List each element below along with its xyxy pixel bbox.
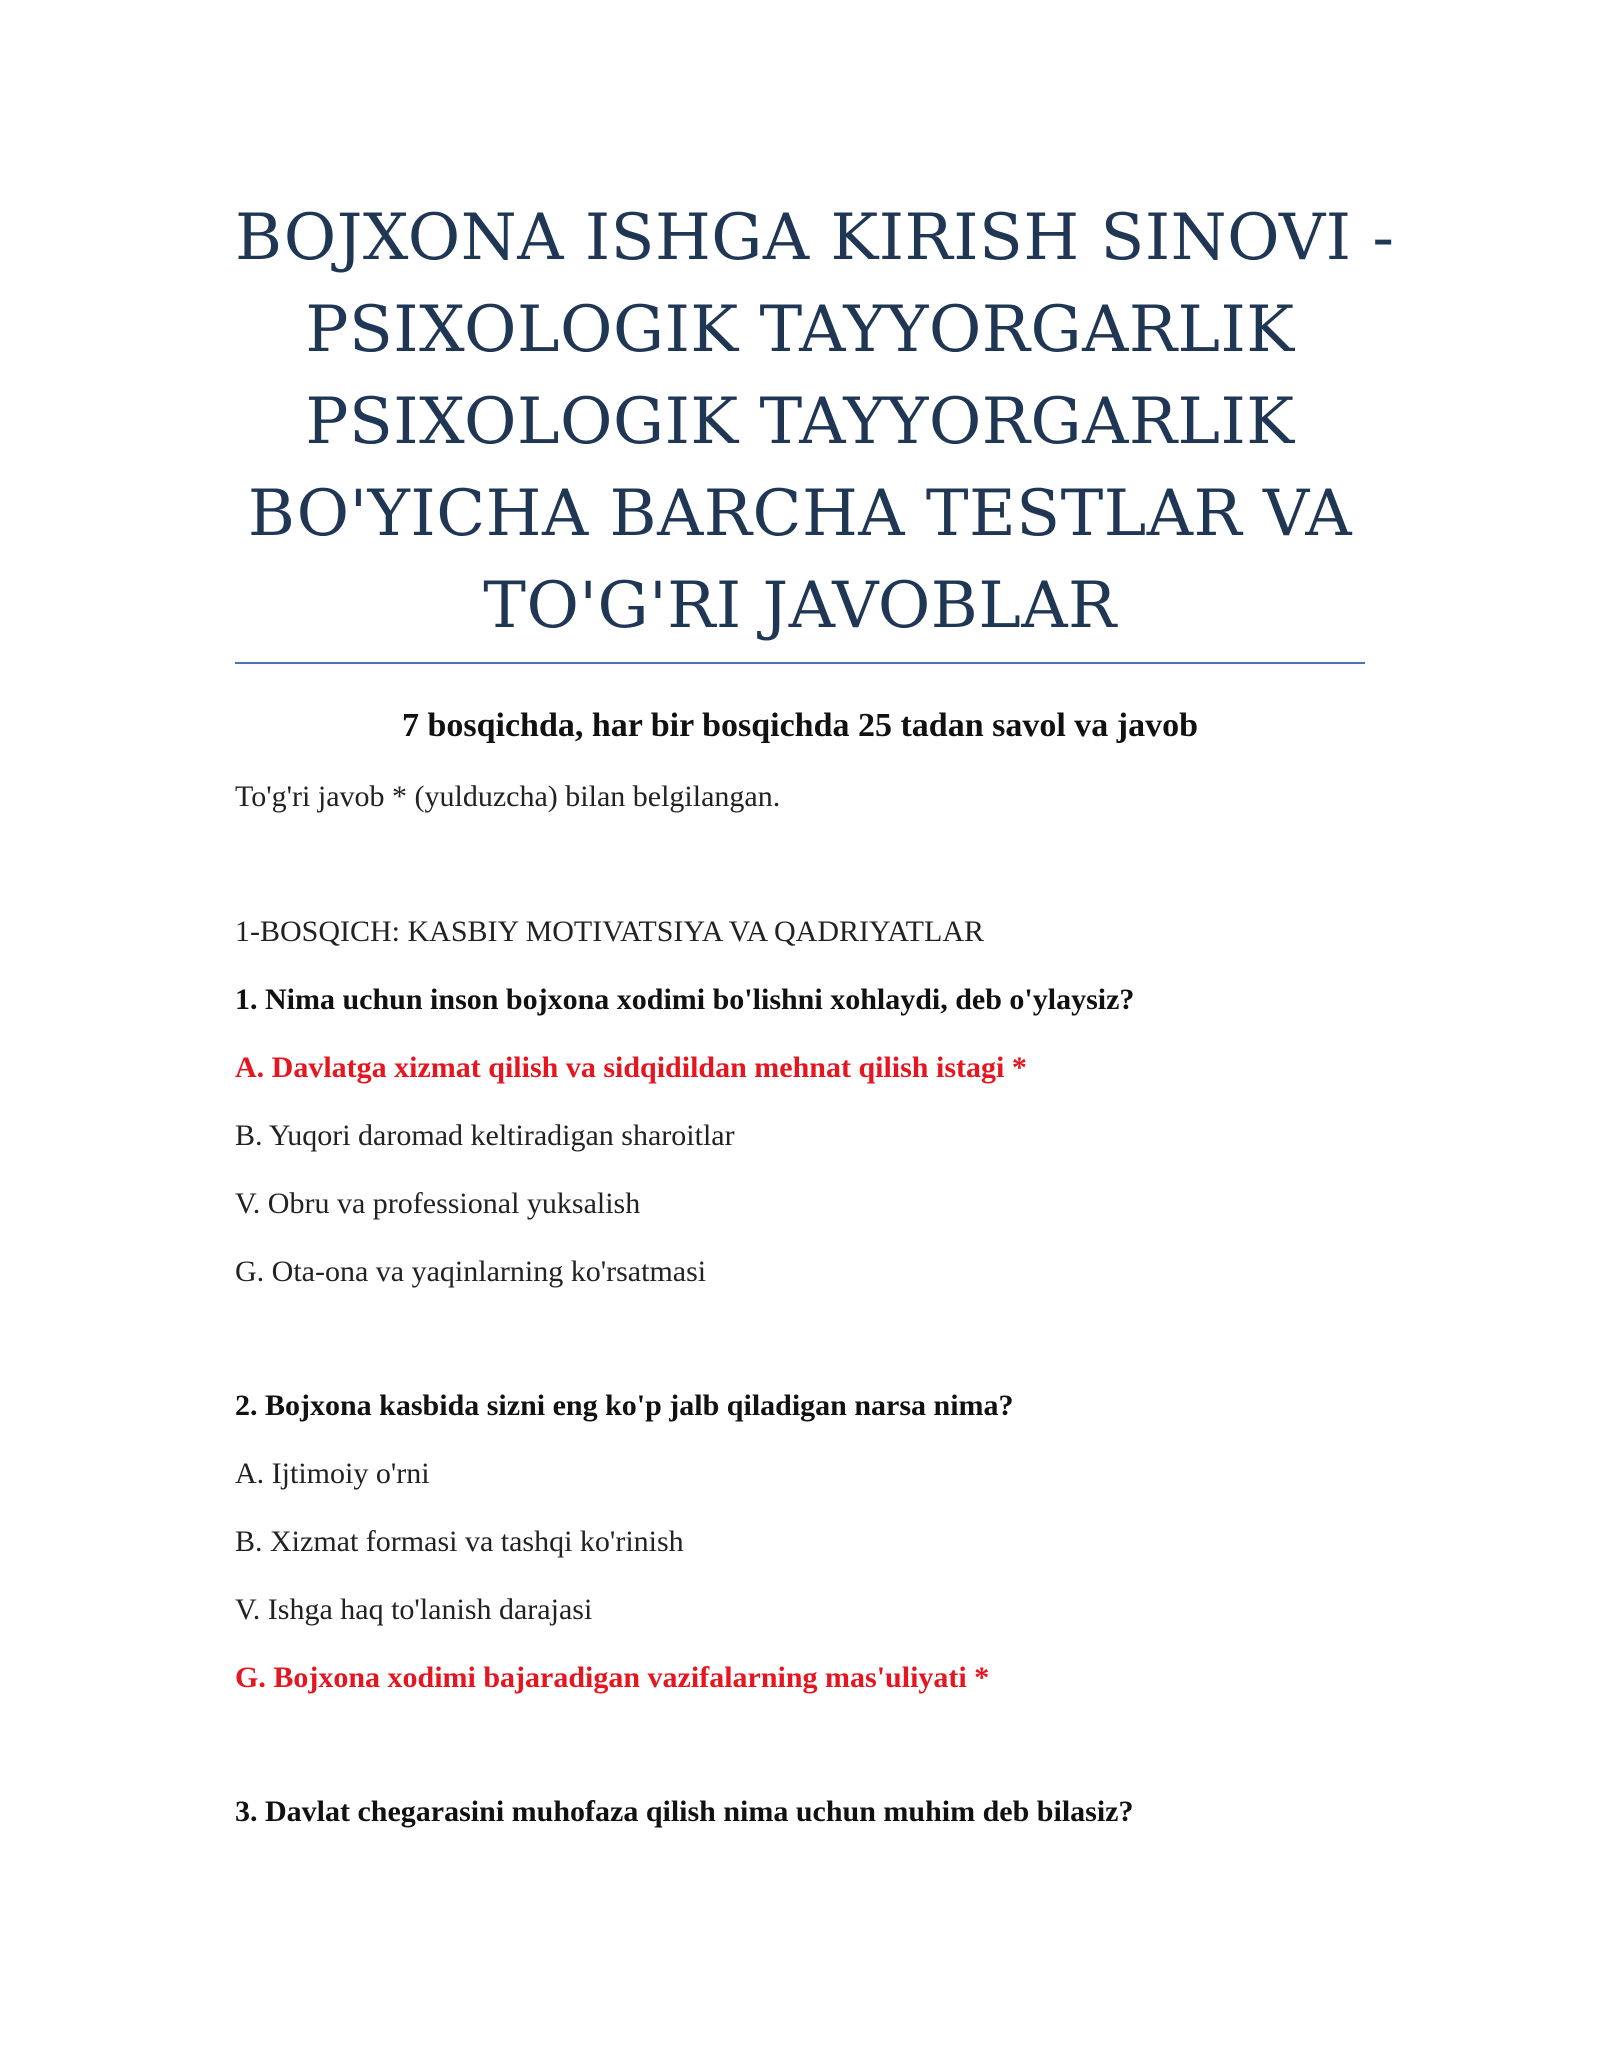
section-heading: 1-BOSQICH: KASBIY MOTIVATSIYA VA QADRIYATLAR <box>235 915 984 948</box>
document-title <box>235 192 1395 652</box>
question-1: 1. Nima uchun inson bojxona xodimi bo'lishni xohlaydi, deb o'ylaysiz? <box>235 983 1135 1016</box>
question-2-option-v: V. Ishga haq to'lanish darajasi <box>235 1593 593 1626</box>
question-1-option-a: A. Davlatga xizmat qilish va sidqidildan mehnat qilish istagi * <box>235 1051 1027 1084</box>
question-1-option-g: G. Ota-ona va yaqinlarning ko'rsatmasi <box>235 1255 707 1288</box>
question-1-option-v: V. Obru va professional yuksalish <box>235 1187 641 1220</box>
title-line-2: PSIXOLOGIK TAYYORGARLIK <box>305 293 1295 367</box>
question-2: 2. Bojxona kasbida sizni eng ko'p jalb qiladigan narsa nima? <box>235 1389 1014 1422</box>
question-2-option-g: G. Bojxona xodimi bajaradigan vazifalarning mas'uliyati * <box>235 1661 990 1694</box>
question-2-option-a: A. Ijtimoiy o'rni <box>235 1457 430 1490</box>
question-3: 3. Davlat chegarasini muhofaza qilish nima uchun muhim deb bilasiz? <box>235 1795 1134 1828</box>
title-line-5: TO'G'RI JAVOBLAR <box>483 569 1117 643</box>
title-line-3: PSIXOLOGIK TAYYORGARLIK <box>305 385 1295 459</box>
title-divider <box>235 662 1365 664</box>
answer-key-note: To'g'ri javob * (yulduzcha) bilan belgilangan. <box>235 780 781 813</box>
question-1-option-b: B. Yuqori daromad keltiradigan sharoitlar <box>235 1119 735 1152</box>
title-line-4: BO'YICHA BARCHA TESTLAR VA <box>247 477 1353 551</box>
question-2-option-b: B. Xizmat formasi va tashqi ko'rinish <box>235 1525 684 1558</box>
document-subtitle: 7 bosqichda, har bir bosqichda 25 tadan savol va javob <box>401 707 1199 744</box>
title-line-1: BOJXONA ISHGA KIRISH SINOVI - <box>235 201 1395 275</box>
